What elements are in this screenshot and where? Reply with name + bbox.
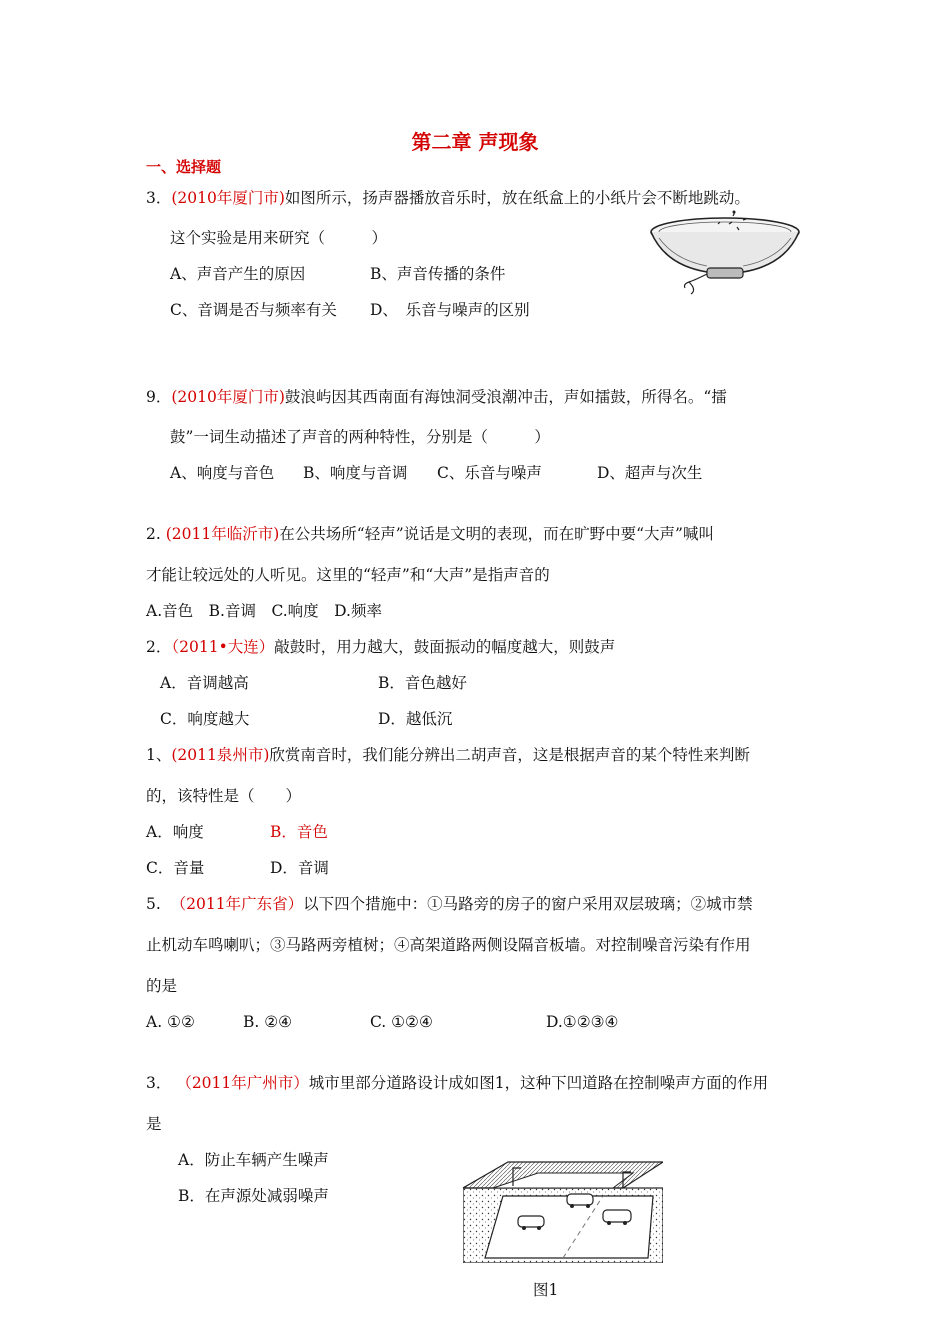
q2-option-d: D、超声与次生 <box>597 464 703 482</box>
q5-stem-cont: 的，该特性是（ ） <box>146 787 302 805</box>
q2-stem-cont: 鼓”一词生动描述了声音的两种特性，分别是（ ） <box>170 428 550 446</box>
q6-option-b: B. ②④ <box>243 1013 293 1031</box>
speaker-figure <box>645 210 805 295</box>
q3-stem: 在公共场所“轻声”说话是文明的表现，而在旷野中要“大声”喊叫 <box>279 525 714 543</box>
q7-source: （2011年广州市） <box>176 1074 309 1092</box>
q6-option-d: D.①②③④ <box>546 1013 619 1031</box>
q4-option-d: D．越低沉 <box>378 710 453 728</box>
q3-source: (2011年临沂市) <box>165 525 280 543</box>
q5-stem: 欣赏南音时，我们能分辨出二胡声音，这是根据声音的某个特性来判断 <box>269 746 750 764</box>
q1-number: 3． <box>146 189 172 207</box>
sunken-road-figure <box>463 1158 663 1263</box>
figure-caption: 图1 <box>533 1281 559 1299</box>
q4-number: 2． <box>146 638 172 656</box>
q1-option-a: A、声音产生的原因 <box>170 265 306 283</box>
q6-stem-end: 的是 <box>146 977 178 995</box>
q5-number: 1、 <box>146 746 172 764</box>
q2-stem: 鼓浪屿因其西南面有海蚀洞受浪潮冲击，声如擂鼓，所得名。“擂 <box>284 388 727 406</box>
q5-source: (2011泉州市) <box>171 746 270 764</box>
q2-option-a: A、响度与音色 <box>170 464 275 482</box>
q2-line1 <box>146 387 727 407</box>
q1-option-b: B、声音传播的条件 <box>370 265 506 283</box>
q7-number: 3． <box>146 1074 172 1092</box>
q6-stem: 以下四个措施中：①马路旁的房子的窗户采用双层玻璃；②城市禁 <box>303 895 753 913</box>
q2-option-b: B、响度与音调 <box>303 464 408 482</box>
q3-line1 <box>146 524 714 544</box>
q4-line1 <box>146 637 615 657</box>
q6-stem-cont: 止机动车鸣喇叭；③马路两旁植树；④高架道路两侧设隔音板墙。对控制噪音污染有作用 <box>146 936 751 954</box>
q7-option-a: A．防止车辆产生噪声 <box>178 1151 329 1169</box>
q7-stem-cont: 是 <box>146 1115 162 1133</box>
q5-line1 <box>146 745 750 765</box>
q4-source: （2011•大连） <box>171 638 275 656</box>
q1-stem-cont: 这个实验是用来研究（ ） <box>170 229 388 247</box>
q5-option-b-answer: B．音色 <box>270 823 328 841</box>
q4-stem: 敲鼓时，用力越大，鼓面振动的幅度越大，则鼓声 <box>274 638 616 656</box>
q5-option-c: C．音量 <box>146 859 205 877</box>
q4-option-a: A．音调越高 <box>160 674 249 692</box>
q2-number: 9． <box>146 388 172 406</box>
q5-option-a: A．响度 <box>146 823 204 841</box>
section-heading: 一、选择题 <box>146 158 222 176</box>
q7-line1 <box>146 1073 768 1093</box>
q1-option-d: D、 乐音与噪声的区别 <box>370 301 530 319</box>
q6-number: 5. <box>146 895 161 913</box>
q6-line1 <box>146 894 753 914</box>
chapter-title: 第二章 声现象 <box>411 130 539 154</box>
q1-source: (2010年厦门市) <box>171 189 285 207</box>
q7-stem: 城市里部分道路设计成如图1，这种下凹道路在控制噪声方面的作用 <box>308 1074 769 1092</box>
q4-option-b: B．音色越好 <box>378 674 467 692</box>
q1-option-c: C、音调是否与频率有关 <box>170 301 337 319</box>
q6-source: （2011年广东省） <box>170 895 304 913</box>
q2-source: (2010年厦门市) <box>171 388 285 406</box>
q1-stem: 如图所示，扬声器播放音乐时，放在纸盒上的小纸片会不断地跳动。 <box>284 189 750 207</box>
q6-option-c: C. ①②④ <box>370 1013 433 1031</box>
q5-option-d: D．音调 <box>270 859 329 877</box>
q7-option-b: B．在声源处减弱噪声 <box>178 1187 329 1205</box>
q2-option-c: C、乐音与噪声 <box>437 464 542 482</box>
q6-option-a: A. ①② <box>146 1013 195 1031</box>
q4-option-c: C．响度越大 <box>160 710 250 728</box>
q1-line1 <box>146 188 750 208</box>
q3-stem-cont: 才能让较远处的人听见。这里的“轻声”和“大声”是指声音的 <box>146 566 550 584</box>
q3-number: 2. <box>146 525 161 543</box>
q3-options: A.音色 B.音调 C.响度 D.频率 <box>146 602 382 620</box>
